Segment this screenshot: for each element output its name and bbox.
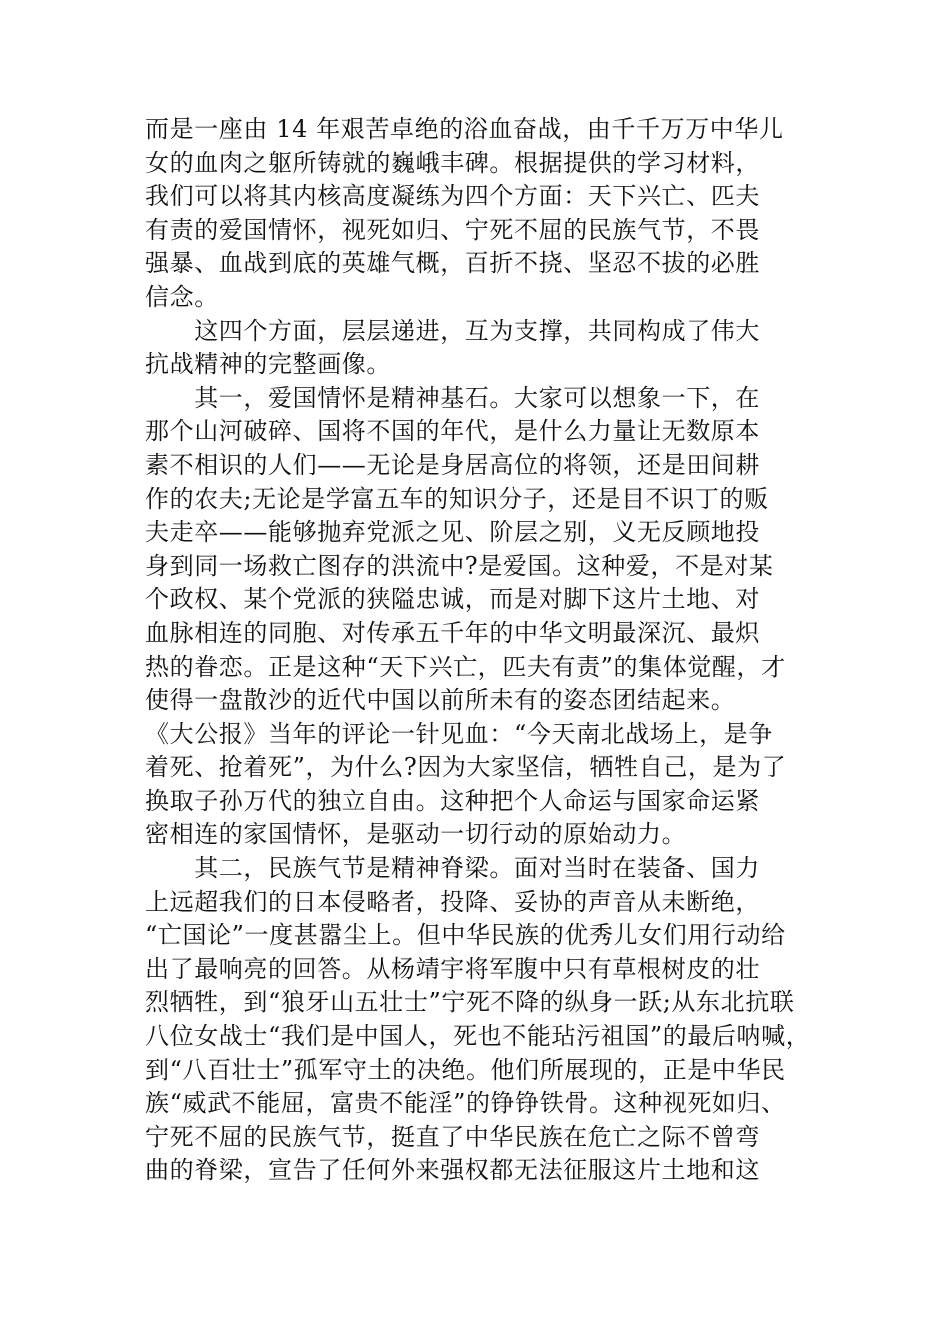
text-line: 换取子孙万代的独立自由。这种把个人命运与国家命运紧 (145, 786, 760, 815)
text-line: 这四个方面，层层递进，互为支撑，共同构成了伟大 (145, 316, 760, 345)
text-line: 其二，民族气节是精神脊梁。面对当时在装备、国力 (145, 854, 760, 883)
text-line: 上远超我们的日本侵略者，投降、妥协的声音从未断绝， (145, 887, 760, 916)
text-line: 到“八百壮士”孤军守土的决绝。他们所展现的，正是中华民 (145, 1055, 786, 1084)
text-line: 而是一座由 14 年艰苦卓绝的浴血奋战，由千千万万中华儿 (145, 115, 784, 143)
text-line: 我们可以将其内核高度凝练为四个方面：天下兴亡、匹夫 (145, 182, 760, 211)
text-line: 强暴、血战到底的英雄气概，百折不挠、坚忍不拔的必胜 (145, 249, 760, 278)
text-line: 血脉相连的同胞、对传承五千年的中华文明最深沉、最炽 (145, 618, 760, 647)
text-line: 女的血肉之躯所铸就的巍峨丰碑。根据提供的学习材料， (145, 148, 760, 177)
text-line: 有责的爱国情怀，视死如归、宁死不屈的民族气节，不畏 (145, 215, 760, 244)
text-line: 《大公报》当年的评论一针见血：“今天南北战场上，是争 (145, 719, 773, 748)
text-line: 素不相识的人们——无论是身居高位的将领，还是田间耕 (145, 450, 760, 479)
text-line: 出了最响亮的回答。从杨靖宇将军腹中只有草根树皮的壮 (145, 954, 760, 983)
body-text (145, 113, 815, 1188)
text-line: 作的农夫;无论是学富五车的知识分子，还是目不识丁的贩 (145, 484, 769, 513)
text-line: 身到同一场救亡图存的洪流中?是爱国。这种爱，不是对某 (145, 551, 774, 580)
text-line: 烈牺牲，到“狼牙山五壮士”宁死不降的纵身一跃;从东北抗联 (145, 988, 795, 1017)
text-line: 着死、抢着死”，为什么?因为大家坚信，牺牲自己，是为了 (145, 753, 787, 782)
text-line: 其一，爱国情怀是精神基石。大家可以想象一下，在 (145, 383, 760, 412)
text-line: 信念。 (145, 282, 219, 311)
text-line: 个政权、某个党派的狭隘忠诚，而是对脚下这片土地、对 (145, 585, 760, 614)
text-line: “亡国论”一度甚嚣尘上。但中华民族的优秀儿女们用行动给 (145, 921, 786, 950)
text-line: 密相连的家国情怀，是驱动一切行动的原始动力。 (145, 820, 687, 849)
text-line: 曲的脊梁，宣告了任何外来强权都无法征服这片土地和这 (145, 1156, 760, 1185)
text-line: 宁死不屈的民族气节，挺直了中华民族在危亡之际不曾弯 (145, 1122, 760, 1151)
text-line: 那个山河破碎、国将不国的年代，是什么力量让无数原本 (145, 417, 760, 446)
text-line: 族“威武不能屈，富贵不能淫”的铮铮铁骨。这种视死如归、 (145, 1089, 786, 1118)
text-line: 使得一盘散沙的近代中国以前所未有的姿态团结起来。 (145, 686, 736, 715)
text-line: 热的眷恋。正是这种“天下兴亡，匹夫有责”的集体觉醒，才 (145, 652, 786, 681)
text-line: 八位女战士“我们是中国人，死也不能玷污祖国”的最后呐喊， (145, 1022, 811, 1051)
text-line: 夫走卒——能够抛弃党派之见、阶层之别，义无反顾地投 (145, 518, 760, 547)
text-line: 抗战精神的完整画像。 (145, 350, 391, 379)
